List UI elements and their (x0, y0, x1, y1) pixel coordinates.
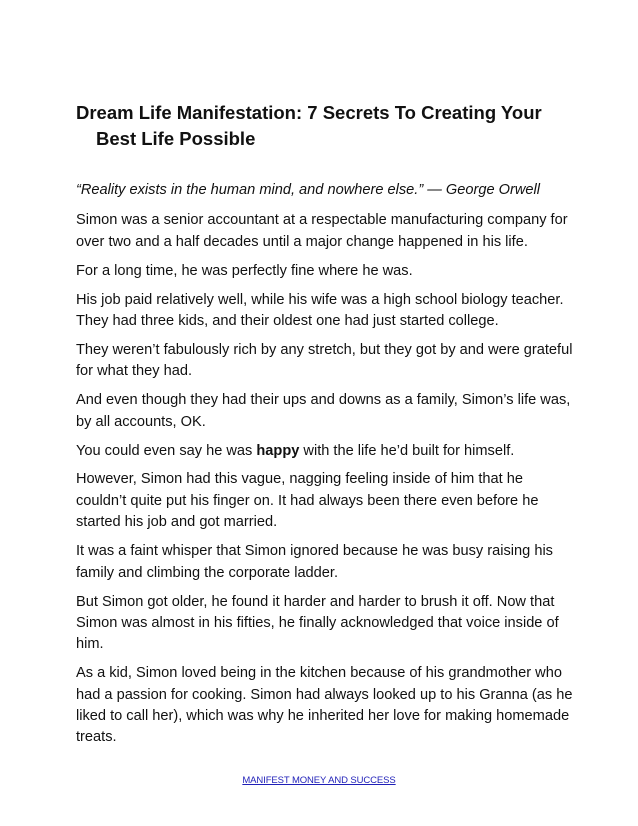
paragraph-perfectly-fine: For a long time, he was perfectly fine where he was. (76, 262, 413, 279)
paragraph-got-older: But Simon got older, he found it harder and harder to brush it off. Now that Simon was almost in his fifties, he finally acknowledged that voice inside of him. (76, 593, 559, 653)
title-line-2: Best Life Possible (96, 128, 256, 149)
happy-before: You could even say he was (76, 442, 257, 459)
document-body (76, 180, 576, 756)
page-footer (0, 775, 638, 786)
happy-after: with the life he’d built for himself. (299, 442, 515, 459)
paragraph-happy (76, 441, 576, 462)
epigraph-quote: “Reality exists in the human mind, and nowhere else.” — George Orwell (76, 182, 540, 198)
paragraph-not-rich: They weren’t fabulously rich by any stretch, but they got by and were grateful for what they had. (76, 341, 573, 380)
paragraph-faint-whisper: It was a faint whisper that Simon ignored because he was busy raising his family and climbing the corporate ladder. (76, 543, 553, 581)
footer-link[interactable]: MANIFEST MONEY AND SUCCESS (242, 775, 396, 786)
paragraph-senior-accountant: Simon was a senior accountant at a respectable manufacturing company for over two and a half decades until a major change happened in his life. (76, 212, 568, 250)
paragraph-nagging-feeling: However, Simon had this vague, nagging feeling inside of him that he couldn’t quite put his finger on. It had always been there even before he started his job and got married. (76, 471, 539, 531)
document-title (76, 100, 576, 152)
paragraph-job-paid: His job paid relatively well, while his wife was a high school biology teacher. They had three kids, and their oldest one had just started college. (76, 291, 564, 330)
paragraph-kitchen: As a kid, Simon loved being in the kitchen because of his grandmother who had a passion for cooking. Simon had always looked up to his Granna (as he liked to call her), which was why he inherited her love for making homemade treats. (76, 665, 573, 746)
title-line-1: Dream Life Manifestation: 7 Secrets To Creating Your (76, 102, 542, 123)
paragraph-ups-and-downs: And even though they had their ups and downs as a family, Simon’s life was, by all accounts, OK. (76, 392, 571, 430)
happy-bold-word: happy (256, 442, 300, 459)
